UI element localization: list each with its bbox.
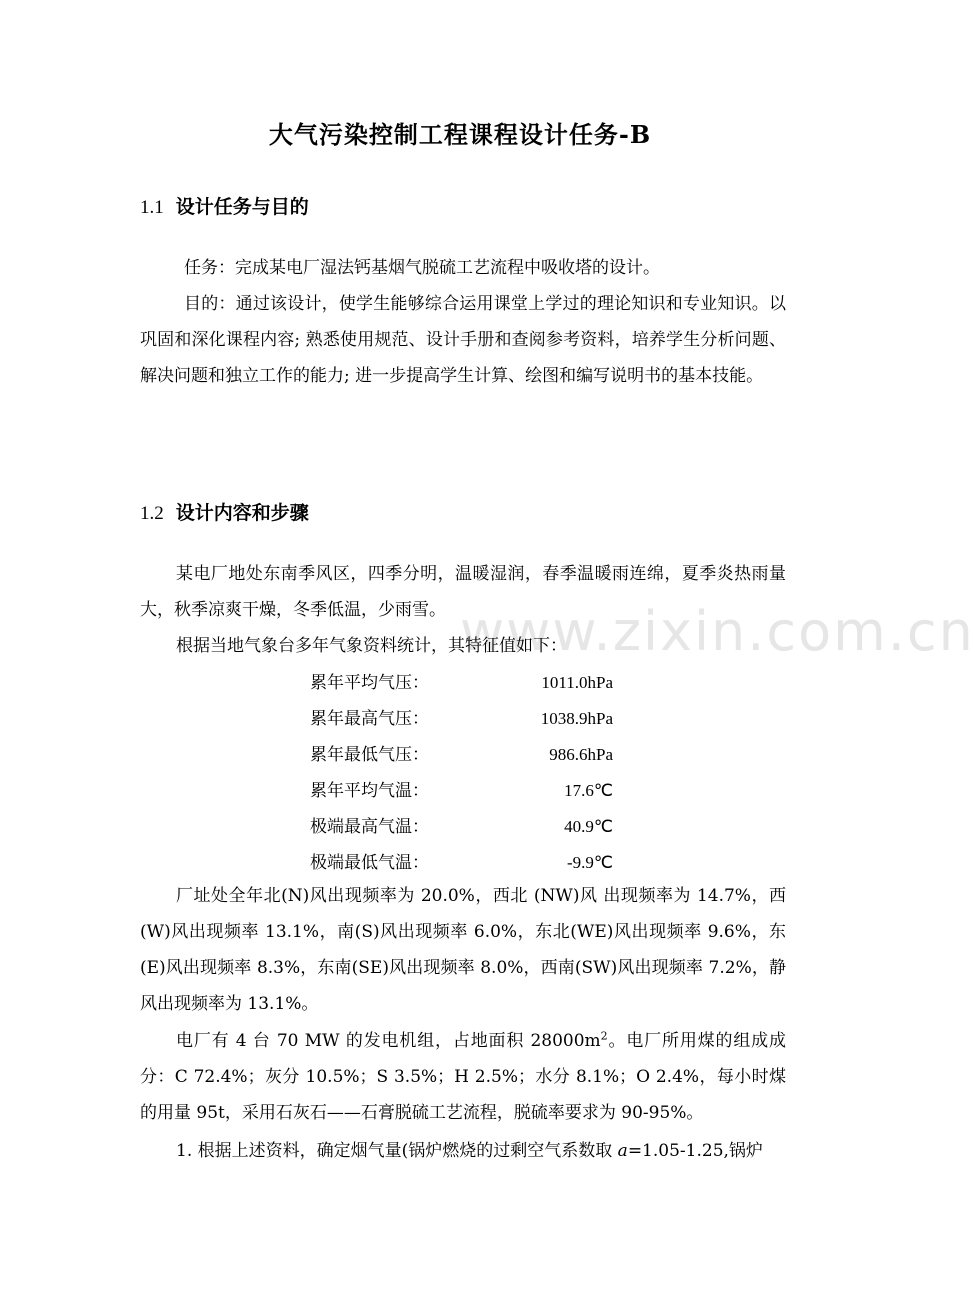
climate-row <box>310 809 630 845</box>
climate-label: 累年最高气压： <box>310 709 429 729</box>
climate-value: 986.6hPa <box>549 745 613 764</box>
purpose-paragraph: 目的：通过该设计，使学生能够综合运用课堂上学过的理论知识和专业知识。以巩固和深化课程内容; 熟悉使用规范、设计手册和查阅参考资料，培养学生分析问题、解决问题和独立工作的能力; 进一步提高学生计算、绘图和编写说明书的基本技能。 <box>140 294 786 386</box>
climate-row <box>310 665 630 701</box>
plant-text-b: 。电厂所用煤的组成成分：C 72.4%；灰分 10.5%；S 3.5%；H 2.5%；水分 8.1%；O 2.4%，每小时煤的用量 95t，采用石灰石——石膏脱硫工艺流程，脱硫率要求为 90-95%。 <box>140 1031 787 1123</box>
climate-label: 极端最低气温： <box>310 853 429 873</box>
section-1-number: 1.1 <box>140 197 164 218</box>
section-1-title: 设计任务与目的 <box>175 196 309 218</box>
step-1-paragraph <box>140 1133 786 1169</box>
climate-row <box>310 701 630 737</box>
step-1-text-a: 1. 根据上述资料，确定烟气量(锅炉燃烧的过剩空气系数取 <box>176 1141 618 1161</box>
climate-label: 极端最高气温： <box>310 817 429 837</box>
climate-value: -9.9℃ <box>566 853 613 872</box>
excess-air-variable: a <box>617 1141 628 1161</box>
climate-row <box>310 773 630 809</box>
superscript-2: 2 <box>600 1029 608 1043</box>
climate-row <box>310 845 630 881</box>
task-paragraph: 任务：完成某电厂湿法钙基烟气脱硫工艺流程中吸收塔的设计。 <box>184 258 660 278</box>
climate-stats-list <box>310 665 630 881</box>
section-1-heading <box>140 192 309 219</box>
climate-value: 40.9℃ <box>564 817 613 836</box>
climate-value: 1011.0hPa <box>541 673 613 692</box>
plant-paragraph <box>140 1023 786 1131</box>
climate-label: 累年平均气压： <box>310 673 429 693</box>
watermark: www.zixin.com.cn <box>460 600 975 663</box>
section-2-title: 设计内容和步骤 <box>175 502 309 524</box>
climate-intro-paragraph: 某电厂地处东南季风区，四季分明，温暖湿润，春季温暖雨连绵，夏季炎热雨量大，秋季凉爽干燥，冬季低温，少雨雪。 <box>140 564 786 620</box>
climate-row <box>310 737 630 773</box>
page-title: 大气污染控制工程课程设计任务-B <box>268 120 652 149</box>
climate-label: 累年最低气压： <box>310 745 429 765</box>
section-2-number: 1.2 <box>140 503 164 524</box>
section-2-heading <box>140 498 309 525</box>
climate-value: 1038.9hPa <box>540 709 613 728</box>
climate-label: 累年平均气温： <box>310 781 429 801</box>
step-1-text-b: =1.05-1.25,锅炉 <box>627 1141 763 1161</box>
climate-value: 17.6℃ <box>564 781 613 800</box>
stats-intro-paragraph: 根据当地气象台多年气象资料统计，其特征值如下： <box>176 636 567 656</box>
wind-paragraph: 厂址处全年北(N)风出现频率为 20.0%，西北 (NW)风 出现频率为 14.7%，西(W)风出现频率 13.1%，南(S)风出现频率 6.0%，东北(WE)风出现频率 9.6%，东(E)风出现频率 8.3%，东南(SE)风出现频率 8.0%，西南(SW)风出现频率 7.2%，静风出现频率为 13.1%。 <box>140 886 786 1014</box>
plant-text-a: 电厂有 4 台 70 MW 的发电机组，占地面积 28000m <box>176 1031 601 1051</box>
